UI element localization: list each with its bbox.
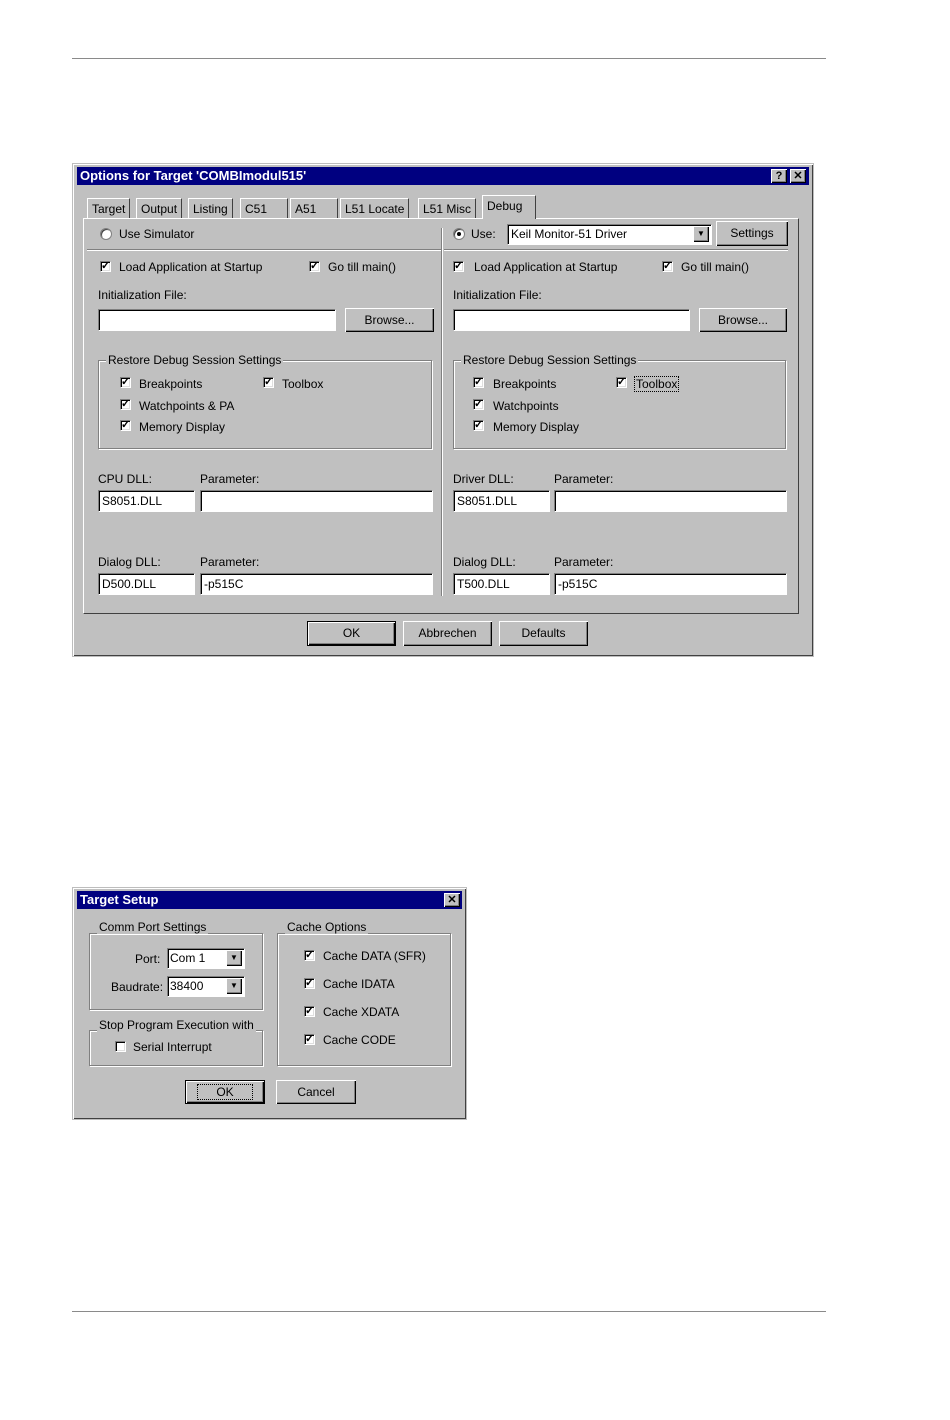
settings-button[interactable] (716, 221, 788, 246)
help-icon: ? (775, 170, 783, 182)
cpu-param-input[interactable] (200, 490, 433, 512)
driver-dll-label: Driver DLL: (453, 472, 514, 486)
left-row-divider (87, 249, 441, 251)
tab-output[interactable] (136, 198, 182, 218)
dialog-param-input[interactable]: -p515C (200, 573, 433, 595)
toolbox-checkbox[interactable] (263, 377, 274, 388)
dialog-title-bar (77, 891, 462, 909)
memory-display-checkbox[interactable] (120, 420, 131, 431)
load-app-label: Load Application at Startup (119, 260, 263, 274)
ok-button[interactable] (307, 621, 396, 646)
cache-idata-checkbox[interactable] (304, 978, 315, 989)
cpu-dll-label: CPU DLL: (98, 472, 153, 486)
dialog-dll-label: Dialog DLL: (98, 555, 161, 569)
right-load-app-label: Load Application at Startup (474, 260, 618, 274)
close-button[interactable] (444, 893, 460, 907)
go-till-main-checkbox[interactable] (309, 261, 320, 272)
right-browse-button[interactable] (699, 308, 787, 332)
right-dialog-dll-input[interactable]: T500.DLL (453, 573, 550, 595)
driver-param-input[interactable] (554, 490, 787, 512)
arrow-glyph: ▼ (230, 953, 238, 962)
right-init-file-input[interactable] (453, 309, 690, 331)
browse-button[interactable] (345, 308, 434, 332)
cache-xdata-label: Cache XDATA (323, 1005, 400, 1019)
tab-target[interactable] (87, 198, 130, 218)
chevron-down-icon[interactable] (226, 950, 242, 966)
tab-l51-locate[interactable] (340, 198, 409, 218)
button-label: Browse... (717, 313, 768, 327)
cache-data-label: Cache DATA (SFR) (323, 949, 426, 963)
button-label: Defaults (521, 626, 566, 640)
restore-settings-group-label: Restore Debug Session Settings (108, 353, 282, 367)
dialog-param-label: Parameter: (200, 555, 260, 569)
check-icon: ✓ (305, 1033, 315, 1045)
tab-strip (87, 198, 787, 218)
driver-select-value: Keil Monitor-51 Driver (511, 227, 628, 241)
chevron-down-icon[interactable] (226, 978, 242, 994)
driver-param-label: Parameter: (554, 472, 614, 486)
check-icon: ✓ (663, 260, 673, 272)
help-button[interactable] (771, 169, 787, 183)
baudrate-select[interactable] (167, 976, 245, 997)
tab-label: L51 Locate (345, 202, 405, 216)
cache-idata-label: Cache IDATA (323, 977, 395, 991)
breakpoints-label: Breakpoints (139, 377, 203, 391)
serial-interrupt-label: Serial Interrupt (133, 1040, 212, 1054)
check-icon: ✓ (310, 260, 320, 272)
target-setup-dialog (72, 887, 467, 1120)
check-icon: ✓ (474, 419, 484, 431)
button-label: Cancel (297, 1085, 335, 1099)
right-dialog-param-label: Parameter: (554, 555, 614, 569)
cache-code-checkbox[interactable] (304, 1034, 315, 1045)
right-watchpoints-label: Watchpoints (493, 399, 559, 413)
comm-port-group-label: Comm Port Settings (99, 920, 207, 934)
tab-label: Listing (193, 202, 228, 216)
stop-execution-group-label: Stop Program Execution with (99, 1018, 254, 1032)
tab-c51[interactable] (240, 198, 288, 218)
cpu-dll-input[interactable]: S8051.DLL (98, 490, 195, 512)
right-init-file-label: Initialization File: (453, 288, 542, 302)
check-icon: ✓ (305, 949, 315, 961)
right-toolbox-label: Toolbox (636, 377, 678, 391)
tab-listing[interactable] (188, 198, 233, 218)
dialog-title: Options for Target 'COMBImodul515' (80, 168, 307, 183)
tab-a51[interactable] (290, 198, 338, 218)
init-file-input[interactable] (98, 309, 336, 331)
dialog-title: Target Setup (80, 892, 159, 907)
check-icon: ✓ (454, 260, 464, 272)
use-driver-radio[interactable] (453, 228, 465, 240)
baudrate-select-value: 38400 (170, 979, 204, 993)
tab-label: L51 Misc (423, 202, 472, 216)
close-icon: ✕ (447, 894, 457, 906)
button-label: Browse... (364, 313, 415, 327)
right-toolbox-checkbox[interactable] (616, 377, 627, 388)
go-till-main-label: Go till main() (328, 260, 397, 274)
right-breakpoints-checkbox[interactable] (473, 377, 484, 388)
tab-label: Debug (487, 199, 523, 213)
cache-data-checkbox[interactable] (304, 950, 315, 961)
button-label: OK (197, 1084, 252, 1100)
cancel-button[interactable] (276, 1080, 356, 1104)
cache-options-group-label: Cache Options (287, 920, 367, 934)
port-label: Port: (135, 952, 161, 966)
right-memory-display-checkbox[interactable] (473, 420, 484, 431)
check-icon: ✓ (617, 376, 627, 388)
right-breakpoints-label: Breakpoints (493, 377, 557, 391)
ok-button[interactable] (185, 1080, 265, 1104)
cache-code-label: Cache CODE (323, 1033, 396, 1047)
check-icon: ✓ (264, 376, 274, 388)
cpu-param-label: Parameter: (200, 472, 260, 486)
arrow-glyph: ▼ (230, 981, 238, 990)
right-load-app-checkbox[interactable] (453, 261, 464, 272)
abbrechen-button[interactable] (403, 621, 492, 646)
right-row-divider (444, 249, 788, 251)
button-label: OK (342, 626, 361, 640)
check-icon: ✓ (474, 398, 484, 410)
tab-label: Target (92, 202, 126, 216)
top-rule (72, 58, 826, 59)
tab-debug[interactable] (482, 195, 536, 219)
init-file-label: Initialization File: (98, 288, 187, 302)
check-icon: ✓ (121, 419, 131, 431)
use-simulator-label: Use Simulator (119, 227, 195, 241)
dialog-title-bar (77, 167, 809, 185)
dialog-dll-input[interactable]: D500.DLL (98, 573, 195, 595)
right-go-till-main-label: Go till main() (681, 260, 750, 274)
watchpoints-label: Watchpoints & PA (139, 399, 235, 413)
load-app-checkbox[interactable] (100, 261, 111, 272)
serial-interrupt-checkbox[interactable] (115, 1041, 126, 1052)
check-icon: ✓ (121, 376, 131, 388)
right-memory-display-label: Memory Display (493, 420, 580, 434)
port-select-value: Com 1 (170, 951, 206, 965)
cache-xdata-checkbox[interactable] (304, 1006, 315, 1017)
watchpoints-checkbox[interactable] (120, 399, 131, 410)
right-go-till-main-checkbox[interactable] (662, 261, 673, 272)
check-icon: ✓ (305, 977, 315, 989)
column-divider (441, 228, 443, 596)
radio-selected-dot (457, 232, 461, 236)
comm-port-group (89, 933, 263, 1010)
baudrate-label: Baudrate: (111, 980, 164, 994)
right-watchpoints-checkbox[interactable] (473, 399, 484, 410)
defaults-button[interactable] (499, 621, 588, 646)
options-for-target-dialog (72, 163, 814, 657)
use-simulator-radio[interactable] (100, 228, 112, 240)
tab-label: A51 (295, 202, 317, 216)
right-dialog-param-input[interactable]: -p515C (554, 573, 787, 595)
memory-display-label: Memory Display (139, 420, 226, 434)
close-button[interactable] (790, 169, 806, 183)
tab-label: C51 (245, 202, 268, 216)
check-icon: ✓ (121, 398, 131, 410)
breakpoints-checkbox[interactable] (120, 377, 131, 388)
bottom-rule (72, 1311, 826, 1312)
right-dialog-dll-label: Dialog DLL: (453, 555, 516, 569)
toolbox-label: Toolbox (282, 377, 324, 391)
driver-dll-input[interactable]: S8051.DLL (453, 490, 550, 512)
arrow-glyph: ▼ (697, 229, 705, 238)
use-driver-label: Use: (471, 227, 496, 241)
button-label: Abbrechen (418, 626, 477, 640)
driver-select[interactable] (507, 224, 712, 245)
port-select[interactable] (167, 948, 245, 969)
check-icon: ✓ (474, 376, 484, 388)
button-label: Settings (730, 226, 774, 240)
close-icon: ✕ (793, 170, 803, 182)
check-icon: ✓ (101, 260, 111, 272)
chevron-down-icon[interactable] (693, 226, 709, 242)
tab-label: Output (141, 202, 178, 216)
right-restore-settings-group-label: Restore Debug Session Settings (463, 353, 637, 367)
tab-l51-misc[interactable] (418, 198, 476, 218)
check-icon: ✓ (305, 1005, 315, 1017)
